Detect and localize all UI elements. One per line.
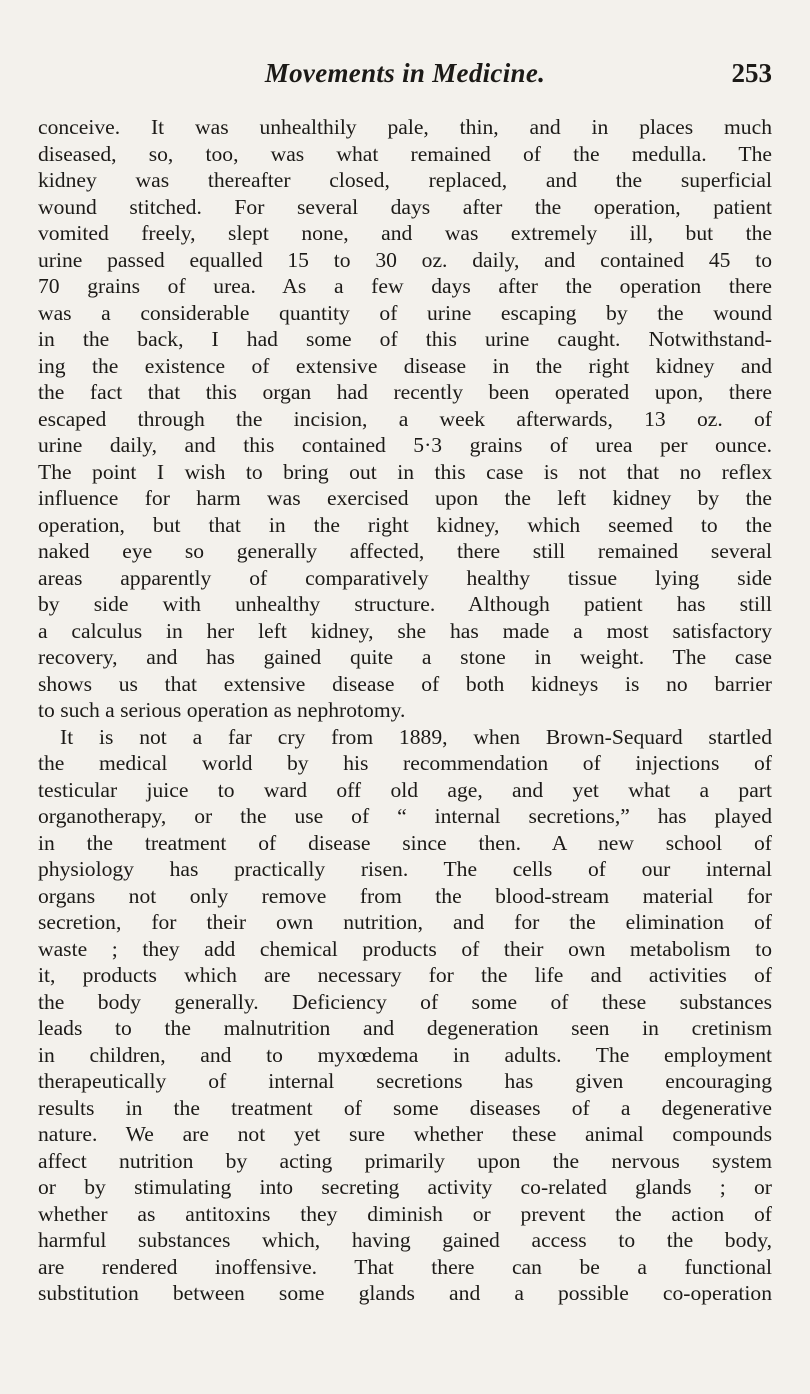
text-line: a calculus in her left kidney, she has made a most satisfactory xyxy=(38,618,772,643)
paragraph-start-line: It is not a far cry from 1889, when Brown-Sequard startled xyxy=(60,724,772,749)
text-line: secretion, for their own nutrition, and for the elimination of xyxy=(38,910,772,934)
text-line: urine daily, and this contained 5·3 grains of urea per ounce. xyxy=(38,433,772,457)
text-line: conceive. It was unhealthily pale, thin, and in places much xyxy=(38,115,772,139)
text-line: urine passed equalled 15 to 30 oz. daily, and contained 45 to xyxy=(38,247,772,272)
text-line: whether as antitoxins they diminish or prevent the action of xyxy=(38,1201,772,1226)
text-line: shows us that extensive disease of both kidneys is no barrier xyxy=(38,671,772,696)
text-line: in children, and to myxœdema in adults. The employment xyxy=(38,1042,772,1067)
text-line: ing the existence of extensive disease in the right kidney and xyxy=(38,353,772,378)
text-line: influence for harm was exercised upon the left kidney by the xyxy=(38,486,772,510)
text-line: the fact that this organ had recently been operated upon, there xyxy=(38,380,772,404)
text-line: naked eye so generally affected, there still remained several xyxy=(38,539,772,563)
text-line: affect nutrition by acting primarily upon the nervous system xyxy=(38,1148,772,1173)
text-line: was a considerable quantity of urine escaping by the wound xyxy=(38,300,772,325)
text-line: diseased, so, too, was what remained of the medulla. The xyxy=(38,141,772,166)
text-line: The point I wish to bring out in this case is not that no reflex xyxy=(38,459,772,484)
text-line: the medical world by his recommendation of injections of xyxy=(38,751,772,775)
text-line: physiology has practically risen. The cells of our internal xyxy=(38,857,772,881)
body-text xyxy=(38,114,772,1307)
text-line: in the treatment of disease since then. A new school of xyxy=(38,830,772,855)
text-line: recovery, and has gained quite a stone in weight. The case xyxy=(38,645,772,669)
text-line: in the back, I had some of this urine caught. Notwithstand- xyxy=(38,327,772,351)
text-line: therapeutically of internal secretions has given encouraging xyxy=(38,1069,772,1093)
text-line: are rendered inoffensive. That there can be a functional xyxy=(38,1254,772,1279)
text-line: escaped through the incision, a week afterwards, 13 oz. of xyxy=(38,406,772,431)
text-line: vomited freely, slept none, and was extremely ill, but the xyxy=(38,221,772,245)
text-line: harmful substances which, having gained access to the body, xyxy=(38,1228,772,1252)
text-line: wound stitched. For several days after the operation, patient xyxy=(38,194,772,219)
text-line: by side with unhealthy structure. Although patient has still xyxy=(38,592,772,616)
text-line: it, products which are necessary for the life and activities of xyxy=(38,963,772,987)
page-header xyxy=(38,58,772,98)
running-title: Movements in Medicine. xyxy=(264,58,546,88)
text-line: the body generally. Deficiency of some of these substances xyxy=(38,989,772,1014)
text-line: kidney was thereafter closed, replaced, and the superficial xyxy=(38,168,772,192)
page-number: 253 xyxy=(731,58,772,88)
text-line: operation, but that in the right kidney, which seemed to the xyxy=(38,512,772,537)
text-line: waste ; they add chemical products of their own metabolism to xyxy=(38,936,772,961)
text-line: areas apparently of comparatively healthy tissue lying side xyxy=(38,565,772,590)
paragraph-end-line: to such a serious operation as nephrotomy. xyxy=(38,698,406,722)
text-line: 70 grains of urea. As a few days after the operation there xyxy=(38,274,772,298)
text-line: leads to the malnutrition and degeneration seen in cretinism xyxy=(38,1016,772,1040)
text-line: results in the treatment of some diseases of a degenerative xyxy=(38,1095,772,1120)
text-line: organotherapy, or the use of “ internal secretions,” has played xyxy=(38,804,772,828)
text-line: nature. We are not yet sure whether these animal compounds xyxy=(38,1122,772,1146)
text-line: or by stimulating into secreting activity co-related glands ; or xyxy=(38,1175,772,1199)
text-line: organs not only remove from the blood-stream material for xyxy=(38,883,772,908)
text-line: substitution between some glands and a possible co-operation xyxy=(38,1281,772,1305)
text-line: testicular juice to ward off old age, and yet what a part xyxy=(38,777,772,802)
